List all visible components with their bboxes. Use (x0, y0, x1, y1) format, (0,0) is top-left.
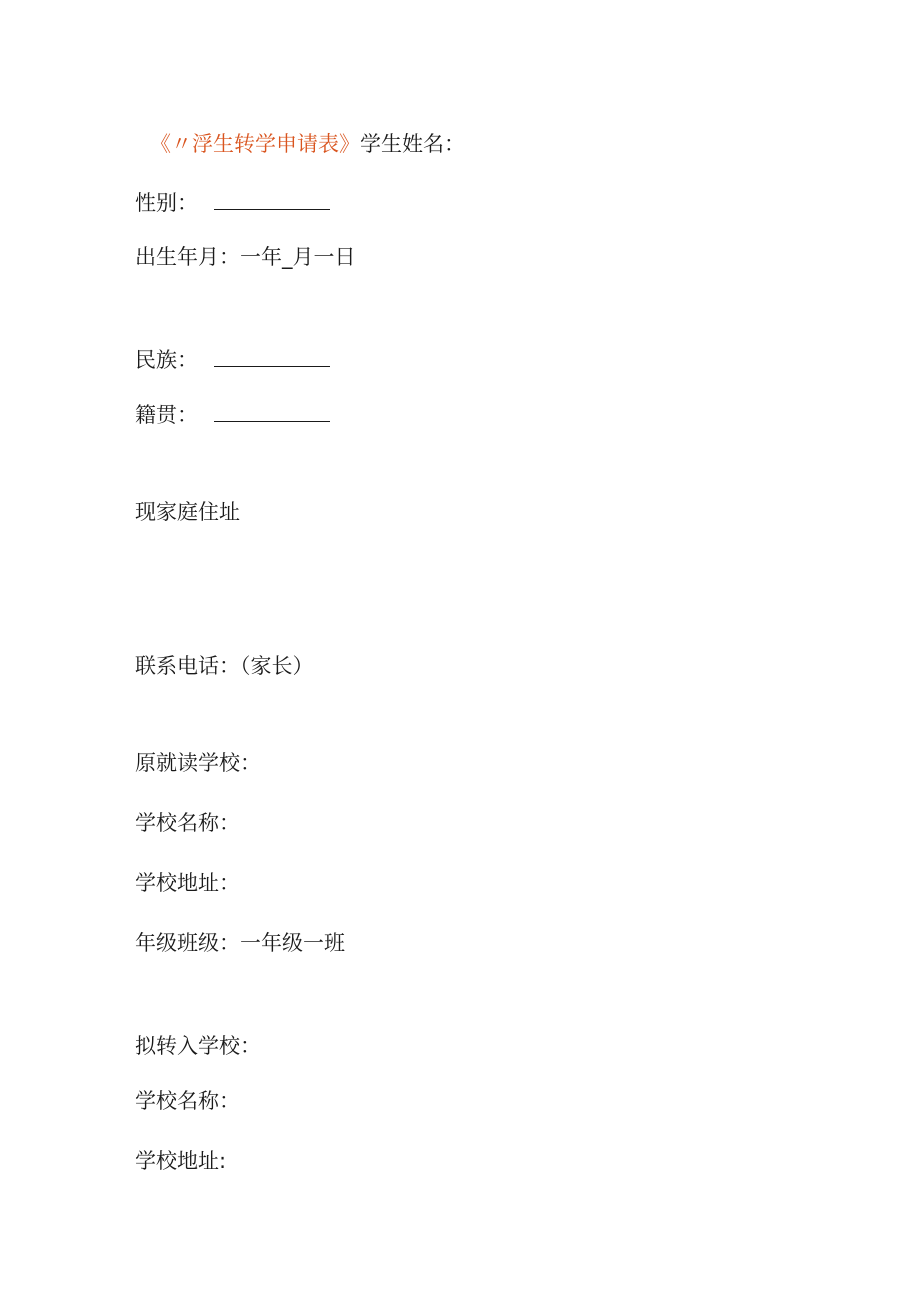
original-school-heading (135, 749, 261, 777)
original-school-address-label: 学校地址： (135, 871, 240, 895)
student-name-label: 学生姓名： (360, 132, 465, 156)
grade-class-label: 年级班级： (135, 931, 240, 955)
target-school-heading (135, 1032, 261, 1060)
phone-value: （家长） (240, 654, 314, 678)
target-school-name-row (135, 1087, 240, 1115)
target-school-name-label: 学校名称： (135, 1089, 240, 1113)
birth-row (135, 243, 356, 271)
native-place-label: 籍贯： (135, 403, 198, 427)
grade-class-value: 一年级一班 (240, 931, 345, 955)
address-row (135, 498, 240, 526)
ethnicity-blank[interactable] (214, 346, 330, 367)
gender-blank[interactable] (214, 189, 330, 210)
gender-row (135, 189, 330, 217)
original-school-label: 原就读学校： (135, 751, 261, 775)
phone-label: 联系电话： (135, 654, 240, 678)
ethnicity-row (135, 346, 330, 374)
native-place-row (135, 401, 330, 429)
original-school-name-label: 学校名称： (135, 811, 240, 835)
native-place-blank[interactable] (214, 401, 330, 422)
ethnicity-label: 民族： (135, 348, 198, 372)
target-school-address-row (135, 1147, 226, 1175)
birth-label: 出生年月： (135, 245, 240, 269)
birth-value: 一年_月一日 (240, 245, 356, 269)
target-school-address-label: 学校地址: (135, 1149, 227, 1173)
form-title-row (150, 130, 465, 158)
address-label: 现家庭住址 (135, 500, 240, 524)
grade-class-row (135, 929, 345, 957)
original-school-name-row (135, 809, 240, 837)
form-title: 《〃浮生转学申请表》 (150, 132, 360, 156)
original-school-address-row (135, 869, 240, 897)
gender-label: 性别： (135, 191, 198, 215)
phone-row (135, 652, 314, 680)
target-school-label: 拟转入学校： (135, 1034, 261, 1058)
